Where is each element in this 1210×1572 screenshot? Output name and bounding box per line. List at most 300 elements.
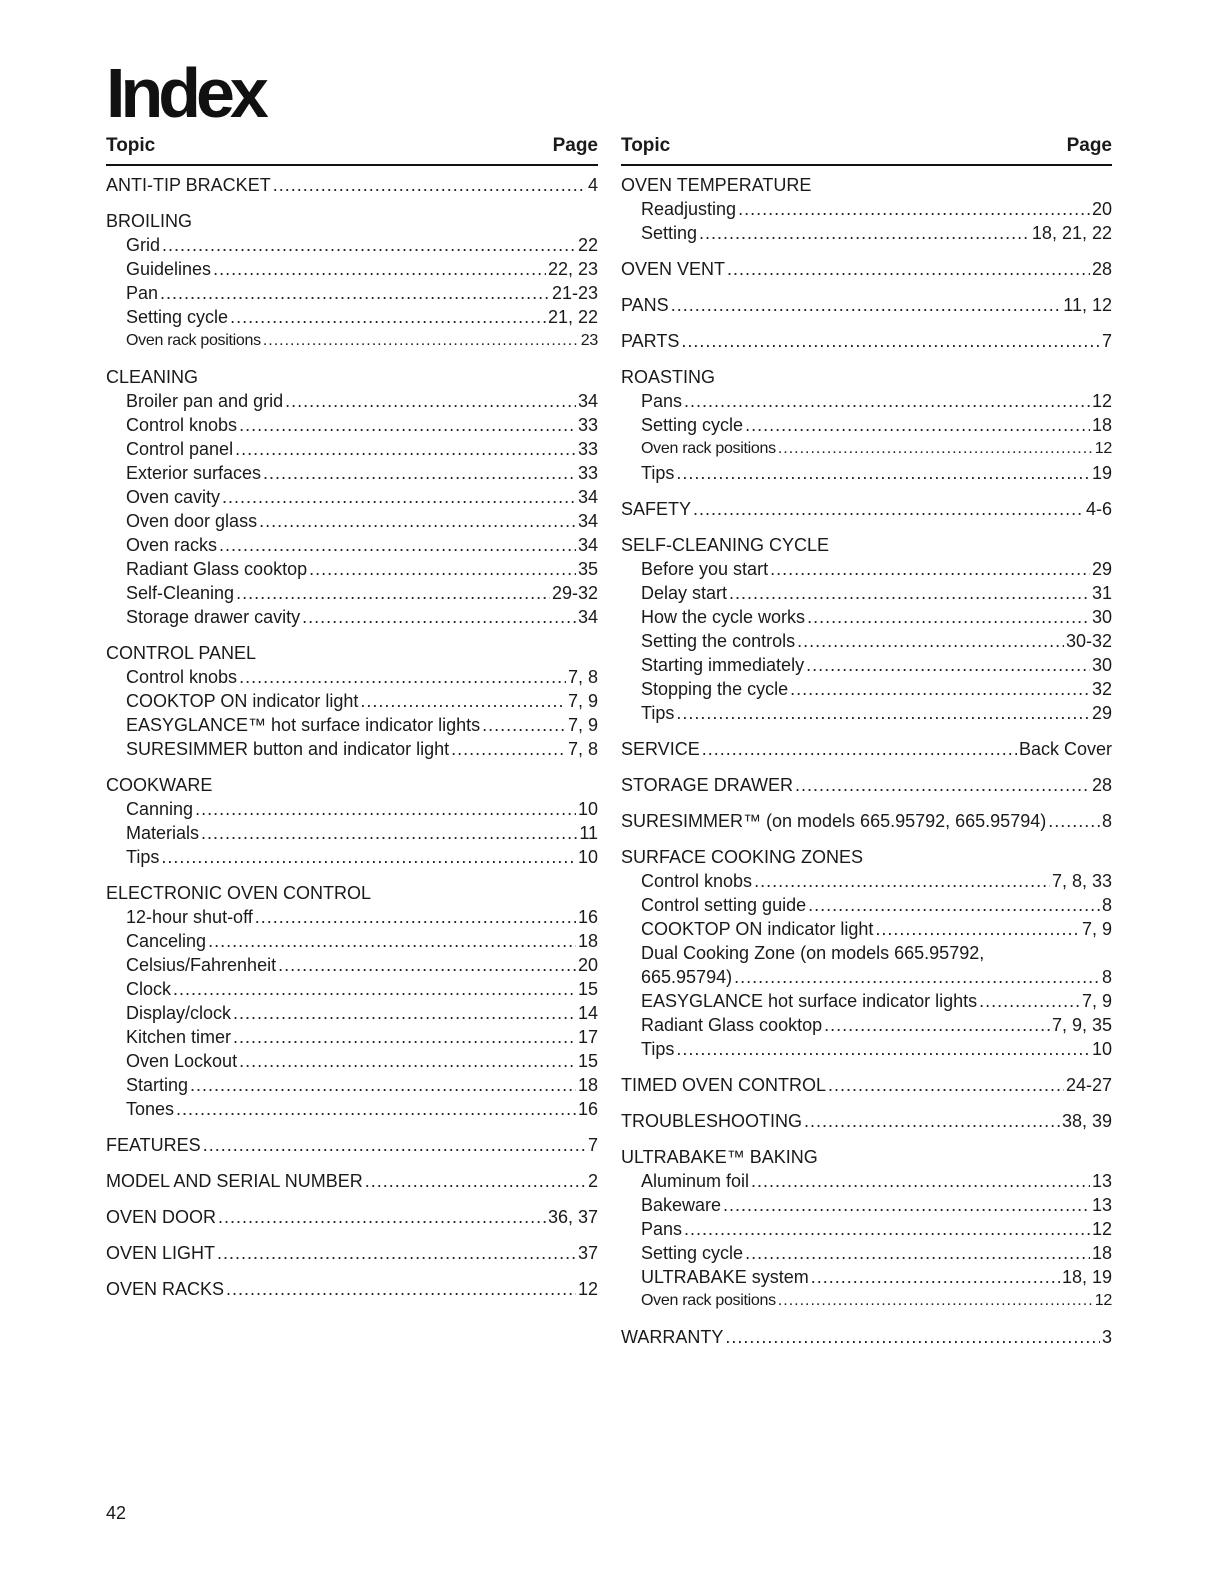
entry-page: 7, 9 xyxy=(1081,919,1112,939)
leader-dots xyxy=(273,173,586,197)
index-subentry xyxy=(106,977,598,1001)
entry-page: 24-27 xyxy=(1065,1075,1112,1095)
entry-page: 30 xyxy=(1091,607,1112,627)
entry-label: Setting the controls xyxy=(641,631,796,651)
entry-label: Oven cavity xyxy=(126,487,221,507)
entry-label: Before you start xyxy=(641,559,769,579)
entry-label: Starting xyxy=(126,1075,189,1095)
leader-dots xyxy=(795,773,1090,797)
index-entry xyxy=(621,293,1112,317)
index-entries xyxy=(106,166,598,1301)
leader-dots xyxy=(676,701,1090,725)
leader-dots xyxy=(681,329,1100,353)
entry-label: ELECTRONIC OVEN CONTROL xyxy=(106,883,372,903)
leader-dots xyxy=(684,1217,1090,1241)
entry-label: Materials xyxy=(126,823,200,843)
index-subentry xyxy=(621,1241,1112,1265)
index-subentry xyxy=(106,605,598,629)
entry-label: EASYGLANCE hot surface indicator lights xyxy=(641,991,978,1011)
entry-page: 4 xyxy=(587,175,598,195)
leader-dots xyxy=(195,797,576,821)
entry-label: BROILING xyxy=(106,211,193,231)
leader-dots xyxy=(676,461,1090,485)
index-topic xyxy=(621,293,1112,317)
index-subentry xyxy=(621,581,1112,605)
entry-page: 12 xyxy=(577,1279,598,1299)
index-subentry xyxy=(106,281,598,305)
leader-dots xyxy=(754,869,1050,893)
entry-label: Control panel xyxy=(126,439,234,459)
index-subentry xyxy=(106,713,598,737)
index-entry xyxy=(621,1073,1112,1097)
entry-label: Control knobs xyxy=(126,415,238,435)
entry-page: 8 xyxy=(1101,895,1112,915)
entry-label: Radiant Glass cooktop xyxy=(641,1015,823,1035)
column-header xyxy=(621,133,1112,166)
leader-dots xyxy=(790,677,1090,701)
leader-dots xyxy=(979,989,1080,1013)
leader-dots xyxy=(804,1109,1060,1133)
entry-label: Self-Cleaning xyxy=(126,583,235,603)
entry-label: WARRANTY xyxy=(621,1327,724,1347)
entry-label: Pans xyxy=(641,1219,683,1239)
index-subentry xyxy=(106,257,598,281)
entry-page: 3 xyxy=(1101,1327,1112,1347)
leader-dots xyxy=(734,965,1100,989)
index-entry xyxy=(106,365,598,389)
leader-dots xyxy=(230,305,546,329)
entry-page: 18, 21, 22 xyxy=(1031,223,1112,243)
entry-label: Pans xyxy=(641,391,683,411)
index-subentry xyxy=(621,989,1112,1013)
index-topic xyxy=(621,173,1112,245)
entry-label: ULTRABAKE system xyxy=(641,1267,809,1287)
leader-dots xyxy=(278,953,576,977)
page-header: Page xyxy=(552,135,598,156)
leader-dots xyxy=(201,821,577,845)
index-subentry xyxy=(621,677,1112,701)
index-subentry xyxy=(106,1097,598,1121)
entry-label: Delay start xyxy=(641,583,728,603)
index-topic xyxy=(621,365,1112,485)
index-topic xyxy=(106,1133,598,1157)
entry-label: Canceling xyxy=(126,931,207,951)
leader-dots xyxy=(875,917,1080,941)
entry-page: 12 xyxy=(1094,440,1112,457)
entry-page: 7, 9, 35 xyxy=(1051,1015,1112,1035)
entry-label: Exterior surfaces xyxy=(126,463,262,483)
index-entry xyxy=(621,257,1112,281)
entry-page: 15 xyxy=(577,979,598,999)
leader-dots xyxy=(236,581,550,605)
leader-dots xyxy=(365,1169,586,1193)
index-subentry xyxy=(106,533,598,557)
entry-label: Grid xyxy=(126,235,161,255)
index-subentry xyxy=(106,665,598,689)
leader-dots xyxy=(203,1133,586,1157)
leader-dots xyxy=(808,893,1100,917)
entry-page: 10 xyxy=(577,799,598,819)
index-topic xyxy=(621,497,1112,521)
index-subentry xyxy=(621,869,1112,893)
leader-dots xyxy=(263,329,579,353)
leader-dots xyxy=(702,737,1017,761)
index-subentry xyxy=(106,1001,598,1025)
leader-dots xyxy=(729,581,1090,605)
entry-label: Setting cycle xyxy=(641,415,744,435)
index-subentry xyxy=(621,893,1112,917)
leader-dots xyxy=(217,1241,576,1265)
index-subentry xyxy=(621,1013,1112,1037)
entry-page: 7, 8, 33 xyxy=(1051,871,1112,891)
index-topic xyxy=(106,641,598,761)
entry-label: TIMED OVEN CONTROL xyxy=(621,1075,827,1095)
index-subentry xyxy=(106,485,598,509)
index-entry xyxy=(621,497,1112,521)
index-subentry xyxy=(106,437,598,461)
index-topic xyxy=(106,1277,598,1301)
entry-label: Stopping the cycle xyxy=(641,679,789,699)
leader-dots xyxy=(219,533,576,557)
leader-dots xyxy=(778,1289,1093,1313)
entry-page: 37 xyxy=(577,1243,598,1263)
entry-label: TROUBLESHOOTING xyxy=(621,1111,803,1131)
entry-label: CONTROL PANEL xyxy=(106,643,257,663)
index-entry xyxy=(106,173,598,197)
entry-label: Tips xyxy=(641,463,675,483)
leader-dots xyxy=(233,1025,576,1049)
entry-label: OVEN RACKS xyxy=(106,1279,225,1299)
entry-label: SELF-CLEANING CYCLE xyxy=(621,535,830,555)
entry-label: Oven racks xyxy=(126,535,218,555)
index-topic xyxy=(106,881,598,1121)
index-topic xyxy=(621,257,1112,281)
leader-dots xyxy=(285,389,576,413)
entry-page: 38, 39 xyxy=(1061,1111,1112,1131)
leader-dots xyxy=(263,461,576,485)
index-topic xyxy=(621,1325,1112,1349)
leader-dots xyxy=(162,233,576,257)
entry-page: 28 xyxy=(1091,259,1112,279)
index-subentry xyxy=(621,557,1112,581)
entry-page: 17 xyxy=(577,1027,598,1047)
leader-dots xyxy=(778,437,1093,461)
leader-dots xyxy=(213,257,546,281)
entry-label: Oven rack positions xyxy=(641,440,776,457)
entry-label: PANS xyxy=(621,295,669,315)
index-topic xyxy=(106,1241,598,1265)
index-subentry xyxy=(621,461,1112,485)
index-subentry xyxy=(621,389,1112,413)
index-entry xyxy=(106,1277,598,1301)
index-subentry xyxy=(106,1049,598,1073)
entry-label: COOKTOP ON indicator light xyxy=(126,691,359,711)
entry-label: Setting xyxy=(641,223,698,243)
leader-dots xyxy=(208,929,576,953)
index-topic xyxy=(621,1145,1112,1313)
leader-dots xyxy=(239,413,576,437)
entry-label: Control setting guide xyxy=(641,895,807,915)
entry-label: 665.95794) xyxy=(641,967,733,987)
leader-dots xyxy=(451,737,566,761)
entry-page: 7, 8 xyxy=(567,739,598,759)
index-subentry xyxy=(621,1217,1112,1241)
entry-page: 16 xyxy=(577,907,598,927)
index-subentry xyxy=(621,1193,1112,1217)
entry-page: 33 xyxy=(577,439,598,459)
entry-label: PARTS xyxy=(621,331,680,351)
leader-dots xyxy=(176,1097,576,1121)
entry-label: EASYGLANCE™ hot surface indicator lights xyxy=(126,715,481,735)
entry-page: 34 xyxy=(577,487,598,507)
entry-page: 21-23 xyxy=(551,283,598,303)
leader-dots xyxy=(807,605,1090,629)
index-topic xyxy=(621,737,1112,761)
entry-page: 30 xyxy=(1091,655,1112,675)
leader-dots xyxy=(676,1037,1090,1061)
entry-page: 34 xyxy=(577,511,598,531)
leader-dots xyxy=(218,1205,546,1229)
entry-page: 7 xyxy=(1101,331,1112,351)
leader-dots xyxy=(699,221,1030,245)
leader-dots xyxy=(259,509,576,533)
index-entry xyxy=(621,845,1112,869)
entry-label: Pan xyxy=(126,283,159,303)
leader-dots xyxy=(828,1073,1064,1097)
entry-page: 21, 22 xyxy=(547,307,598,327)
entry-label: MODEL AND SERIAL NUMBER xyxy=(106,1171,363,1191)
index-entry xyxy=(621,1325,1112,1349)
entry-page: 20 xyxy=(577,955,598,975)
index-entry xyxy=(106,881,598,905)
entry-label: Setting cycle xyxy=(641,1243,744,1263)
leader-dots xyxy=(1048,809,1100,833)
index-subentry xyxy=(621,917,1112,941)
index-subentry xyxy=(106,797,598,821)
index-topic xyxy=(621,845,1112,1061)
index-entry xyxy=(106,209,598,233)
entry-page: 29 xyxy=(1091,703,1112,723)
index-topic xyxy=(106,365,598,629)
entry-page: 18 xyxy=(1091,1243,1112,1263)
index-entry xyxy=(106,1169,598,1193)
entry-label: Tips xyxy=(641,1039,675,1059)
index-subentry xyxy=(621,1289,1112,1313)
entry-page: 18, 19 xyxy=(1061,1267,1112,1287)
index-entry xyxy=(621,809,1112,833)
index-column-left xyxy=(106,133,598,1313)
leader-dots xyxy=(482,713,566,737)
entry-label: Control knobs xyxy=(126,667,238,687)
entry-page: 11 xyxy=(579,823,598,843)
index-subentry xyxy=(621,941,1112,965)
index-entry xyxy=(621,173,1112,197)
leader-dots xyxy=(824,1013,1050,1037)
leader-dots xyxy=(693,497,1084,521)
entry-label: Control knobs xyxy=(641,871,753,891)
entry-label: Dual Cooking Zone (on models 665.95792, xyxy=(641,943,985,963)
index-subentry xyxy=(106,1073,598,1097)
entry-page: 10 xyxy=(1091,1039,1112,1059)
entry-page: 12 xyxy=(1091,391,1112,411)
entry-label: COOKWARE xyxy=(106,775,213,795)
leader-dots xyxy=(806,653,1090,677)
entry-page: 28 xyxy=(1091,775,1112,795)
index-entry xyxy=(621,737,1112,761)
entry-label: Storage drawer cavity xyxy=(126,607,301,627)
entry-label: SURFACE COOKING ZONES xyxy=(621,847,864,867)
entry-label: Aluminum foil xyxy=(641,1171,750,1191)
index-subentry xyxy=(106,689,598,713)
leader-dots xyxy=(302,605,576,629)
index-subentry xyxy=(106,737,598,761)
index-subentry xyxy=(621,1169,1112,1193)
index-subentry xyxy=(106,581,598,605)
leader-dots xyxy=(239,1049,576,1073)
index-topic xyxy=(621,809,1112,833)
index-subentry xyxy=(621,1037,1112,1061)
entry-page: 33 xyxy=(577,463,598,483)
page-number: 42 xyxy=(106,1503,127,1523)
entry-page: 18 xyxy=(577,931,598,951)
index-subentry xyxy=(106,329,598,353)
leader-dots xyxy=(160,281,550,305)
leader-dots xyxy=(745,1241,1090,1265)
entry-label: Tones xyxy=(126,1099,175,1119)
entry-label: Bakeware xyxy=(641,1195,722,1215)
index-subentry xyxy=(106,929,598,953)
entry-page: 23 xyxy=(580,332,598,349)
entry-page: 12 xyxy=(1094,1292,1112,1309)
page-header: Page xyxy=(1066,135,1112,156)
index-entry xyxy=(621,1109,1112,1133)
index-entries xyxy=(621,166,1112,1349)
entry-page: 19 xyxy=(1091,463,1112,483)
index-subentry xyxy=(106,821,598,845)
leader-dots xyxy=(738,197,1090,221)
index-subentry xyxy=(106,233,598,257)
entry-page: 2 xyxy=(587,1171,598,1191)
index-entry xyxy=(621,533,1112,557)
leader-dots xyxy=(222,485,576,509)
entry-label: OVEN TEMPERATURE xyxy=(621,175,812,195)
entry-page: 34 xyxy=(577,607,598,627)
leader-dots xyxy=(723,1193,1090,1217)
entry-label: FEATURES xyxy=(106,1135,201,1155)
index-subentry xyxy=(621,701,1112,725)
entry-label: SURESIMMER™ (on models 665.95792, 665.95794) xyxy=(621,811,1047,831)
entry-page: 8 xyxy=(1101,967,1112,987)
entry-page: 8 xyxy=(1101,811,1112,831)
entry-label: SAFETY xyxy=(621,499,692,519)
entry-page: 33 xyxy=(577,415,598,435)
leader-dots xyxy=(811,1265,1060,1289)
entry-page: 36, 37 xyxy=(547,1207,598,1227)
index-entry xyxy=(106,1133,598,1157)
index-topic xyxy=(621,533,1112,725)
entry-label: SURESIMMER button and indicator light xyxy=(126,739,450,759)
entry-label: Radiant Glass cooktop xyxy=(126,559,308,579)
column-header xyxy=(106,133,598,166)
index-entry xyxy=(621,329,1112,353)
index-entry xyxy=(621,365,1112,389)
entry-label: ULTRABAKE™ BAKING xyxy=(621,1147,818,1167)
entry-page: Back Cover xyxy=(1018,739,1112,759)
index-subentry xyxy=(621,629,1112,653)
entry-page: 35 xyxy=(577,559,598,579)
entry-page: 18 xyxy=(577,1075,598,1095)
topic-header: Topic xyxy=(621,135,671,156)
entry-page: 13 xyxy=(1091,1195,1112,1215)
leader-dots xyxy=(233,1001,576,1025)
leader-dots xyxy=(360,689,566,713)
entry-page: 7, 9 xyxy=(567,715,598,735)
index-subentry xyxy=(621,437,1112,461)
entry-page: 7, 9 xyxy=(567,691,598,711)
leader-dots xyxy=(684,389,1090,413)
entry-page: 20 xyxy=(1091,199,1112,219)
index-entry xyxy=(621,773,1112,797)
leader-dots xyxy=(751,1169,1090,1193)
leader-dots xyxy=(727,257,1090,281)
leader-dots xyxy=(671,293,1062,317)
entry-label: STORAGE DRAWER xyxy=(621,775,794,795)
index-subentry xyxy=(621,965,1112,989)
index-subentry xyxy=(621,605,1112,629)
leader-dots xyxy=(797,629,1064,653)
entry-page: 34 xyxy=(577,391,598,411)
topic-header: Topic xyxy=(106,135,156,156)
index-topic xyxy=(621,329,1112,353)
entry-label: Oven door glass xyxy=(126,511,258,531)
entry-page: 34 xyxy=(577,535,598,555)
leader-dots xyxy=(235,437,576,461)
leader-dots xyxy=(309,557,576,581)
index-topic xyxy=(621,1109,1112,1133)
entry-label: How the cycle works xyxy=(641,607,806,627)
index-subentry xyxy=(106,509,598,533)
leader-dots xyxy=(770,557,1090,581)
entry-label: Canning xyxy=(126,799,194,819)
entry-label: OVEN LIGHT xyxy=(106,1243,216,1263)
entry-label: Celsius/Fahrenheit xyxy=(126,955,277,975)
leader-dots xyxy=(161,845,576,869)
entry-label: OVEN VENT xyxy=(621,259,726,279)
entry-page: 11, 12 xyxy=(1063,295,1112,315)
entry-page: 22, 23 xyxy=(547,259,598,279)
index-subentry xyxy=(106,413,598,437)
entry-page: 22 xyxy=(577,235,598,255)
index-subentry xyxy=(621,413,1112,437)
index-subentry xyxy=(106,845,598,869)
entry-page: 12 xyxy=(1091,1219,1112,1239)
entry-page: 10 xyxy=(577,847,598,867)
index-topic xyxy=(621,773,1112,797)
index-subentry xyxy=(621,653,1112,677)
entry-label: OVEN DOOR xyxy=(106,1207,217,1227)
entry-label: Readjusting xyxy=(641,199,737,219)
entry-label: Oven rack positions xyxy=(641,1292,776,1309)
entry-label: Oven rack positions xyxy=(126,332,261,349)
index-subentry xyxy=(621,1265,1112,1289)
leader-dots xyxy=(255,905,576,929)
entry-label: Clock xyxy=(126,979,172,999)
leader-dots xyxy=(725,1325,1100,1349)
entry-label: CLEANING xyxy=(106,367,199,387)
leader-dots xyxy=(173,977,576,1001)
index-topic xyxy=(106,773,598,869)
index-topic xyxy=(106,209,598,353)
